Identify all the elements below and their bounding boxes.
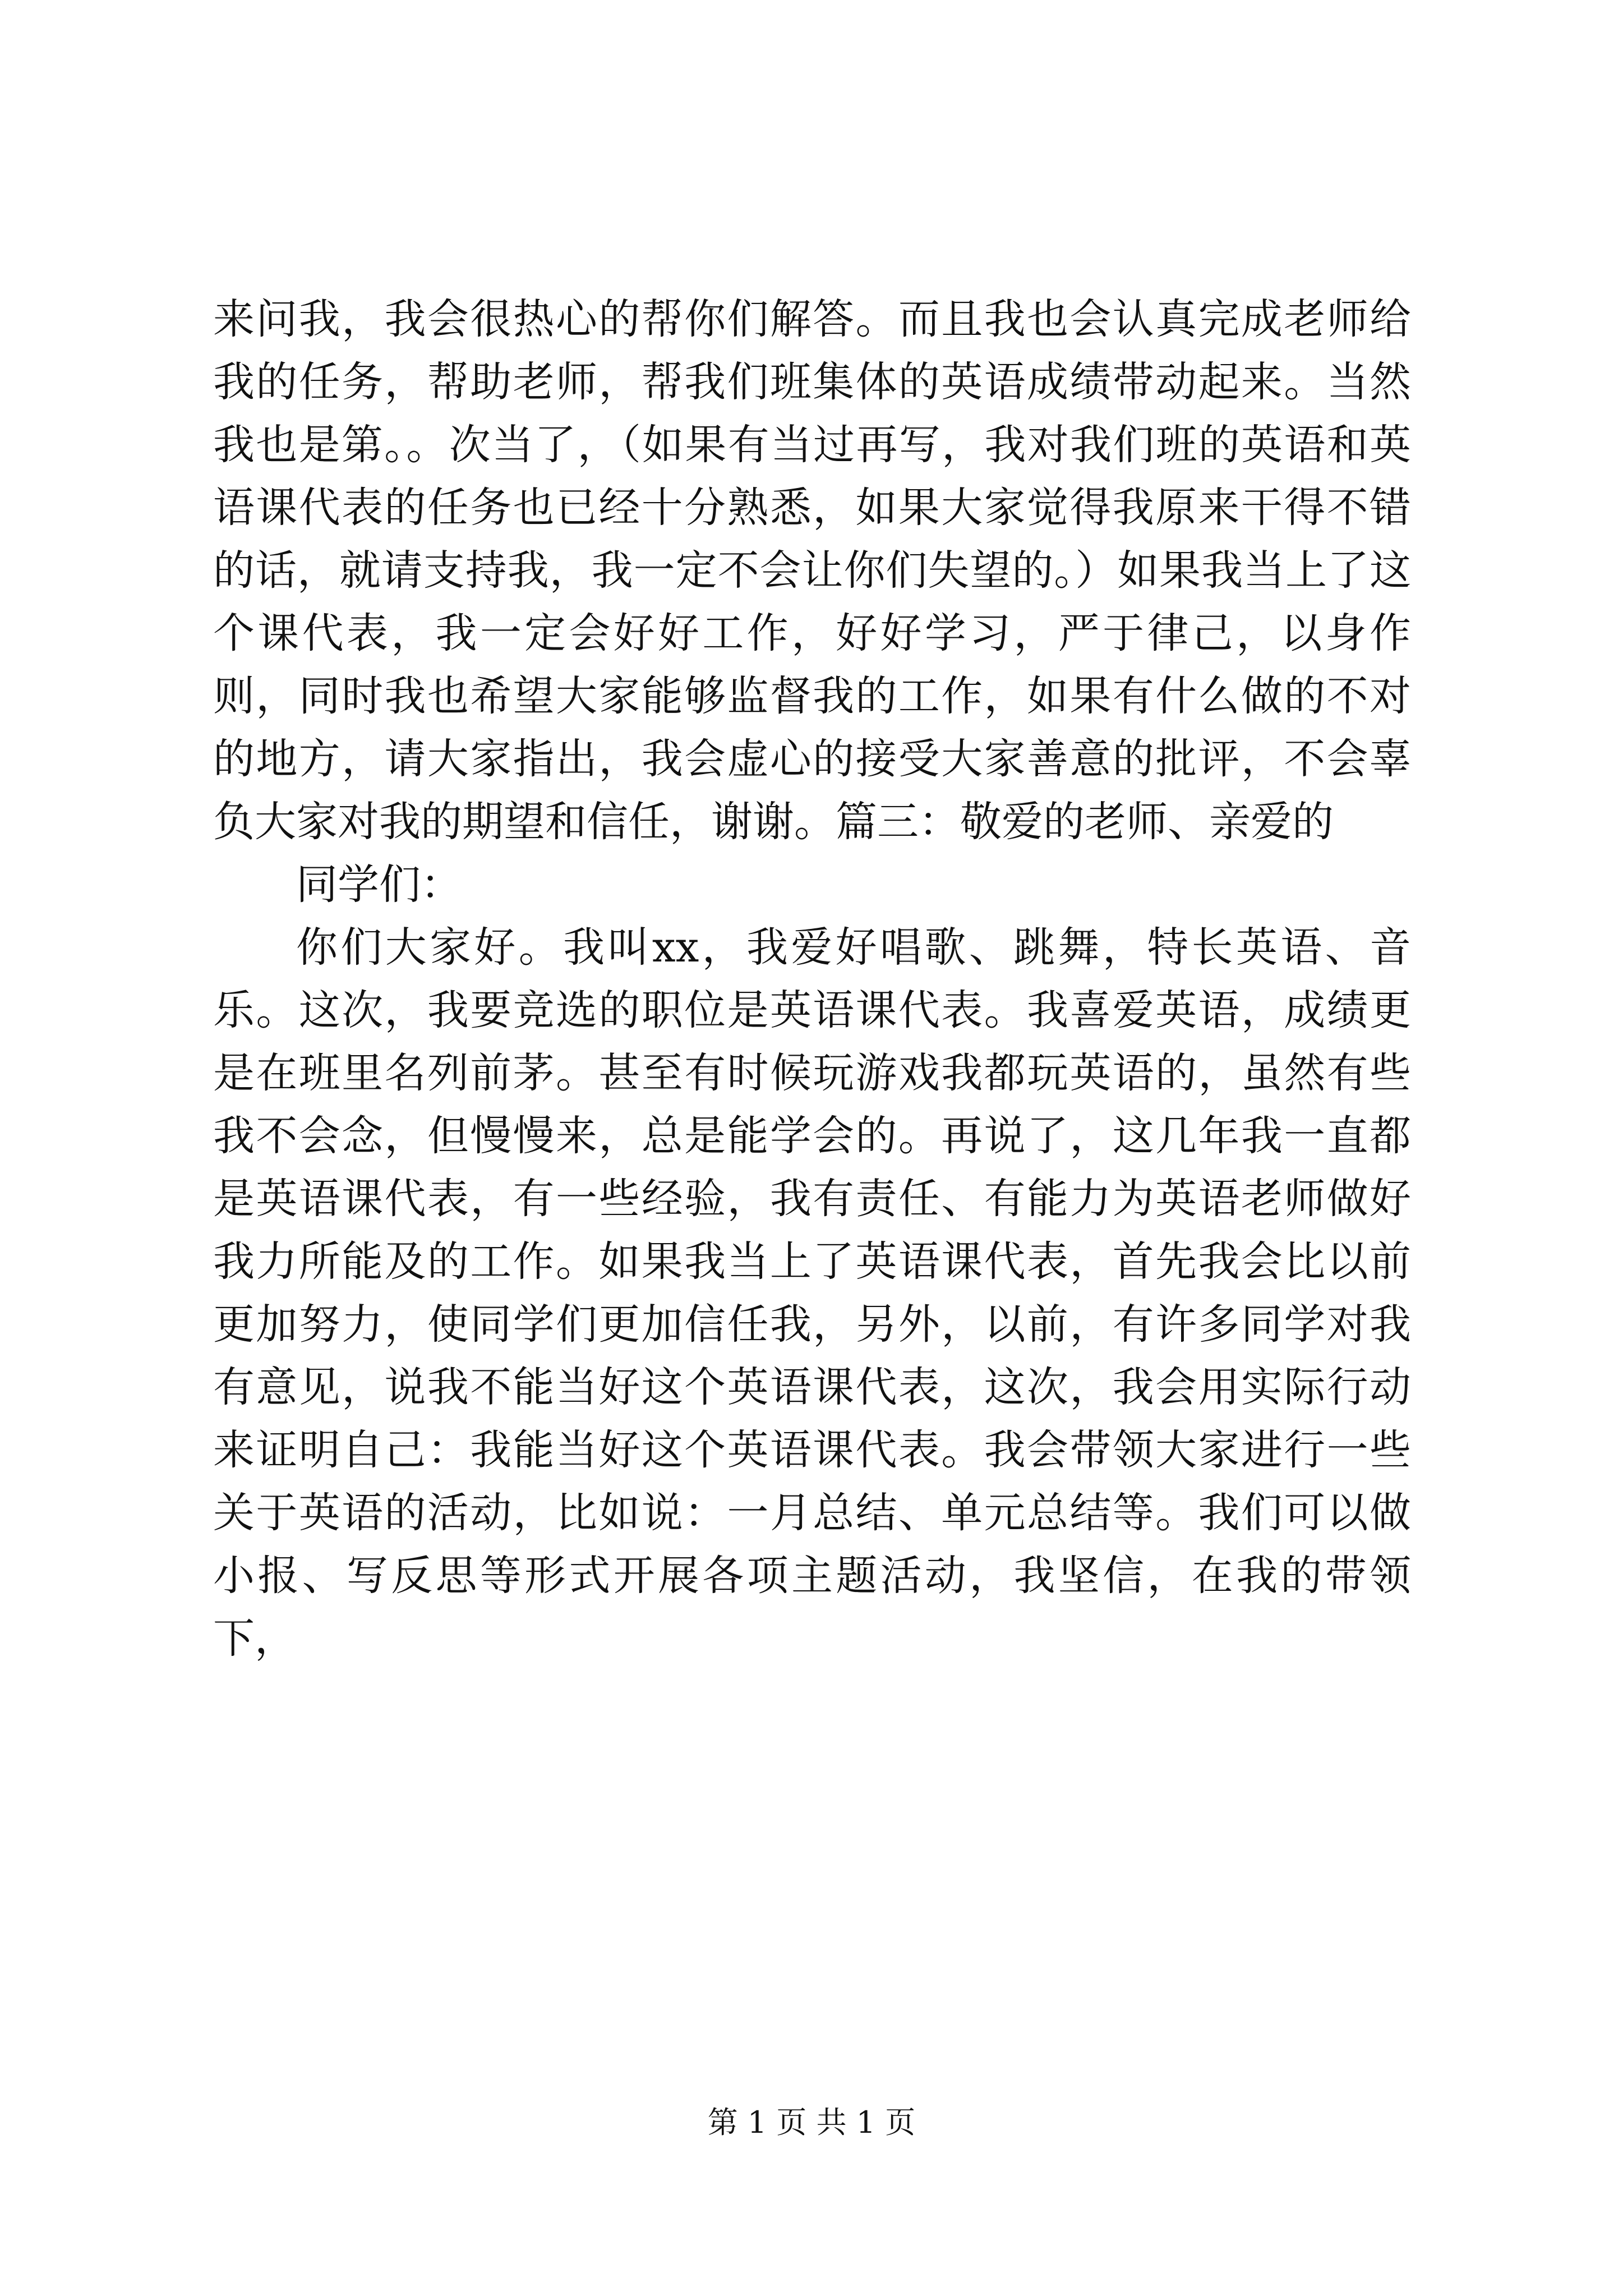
document-body — [213, 288, 1411, 1670]
paragraph-3: 你们大家好。我叫xx，我爱好唱歌、跳舞，特长英语、音乐。这次，我要竞选的职位是英语课代表。我喜爱英语，成绩更是在班里名列前茅。甚至有时候玩游戏我都玩英语的，虽然有些我不会念，但慢慢来，总是能学会的。再说了，这几年我一直都是英语课代表，有一些经验，我有责任、有能力为英语老师做好我力所能及的工作。如果我当上了英语课代表，首先我会比以前更加努力，使同学们更加信任我，另外，以前，有许多同学对我有意见，说我不能当好这个英语课代表，这次，我会用实际行动来证明自己：我能当好这个英语课代表。我会带领大家进行一些关于英语的活动，比如说：一月总结、单元总结等。我们可以做小报、写反思等形式开展各项主题活动，我坚信，在我的带领下， — [213, 923, 1411, 1663]
page-footer: 第 1 页 共 1 页 — [707, 2105, 916, 2140]
paragraph-1: 来问我，我会很热心的帮你们解答。而且我也会认真完成老师给我的任务，帮助老师，帮我们班集体的英语成绩带动起来。当然我也是第。。次当了，（如果有当过再写，我对我们班的英语和英语课代表的任务也已经十分熟悉，如果大家觉得我原来干得不错的话，就请支持我，我一定不会让你们失望的。）如果我当上了这个课代表，我一定会好好工作，好好学习，严于律己，以身作则，同时我也希望大家能够监督我的工作，如果有什么做的不对的地方，请大家指出，我会虚心的接受大家善意的批评，不会辜负大家对我的期望和信任，谢谢。篇三：敬爱的老师、亲爱的 — [213, 295, 1411, 846]
paragraph-2: 同学们： — [296, 861, 462, 909]
